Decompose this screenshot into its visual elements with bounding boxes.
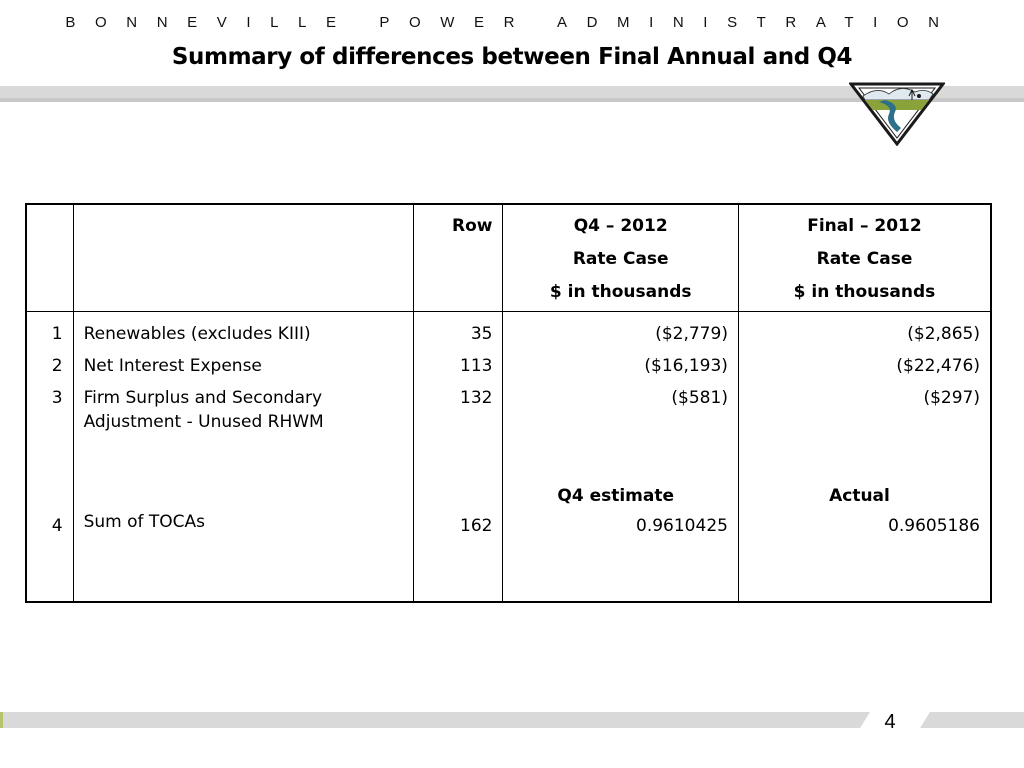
q4-estimate-label: Q4 estimate [557, 486, 675, 506]
row-3-desc: Firm Surplus and Secondary Adjustment - Unused RHWM [83, 388, 324, 432]
header-row-label: Row [451, 216, 493, 236]
page-number: 4 [884, 711, 896, 733]
row-2-q4: ($16,193) [644, 356, 728, 376]
num-column [26, 312, 73, 602]
spacer [739, 442, 980, 484]
row-1-num: 1 [51, 324, 63, 344]
header-final-line2: Rate Case [816, 249, 913, 269]
row-1-ref: 35 [470, 324, 493, 344]
row-4-num: 4 [51, 516, 63, 536]
spacer [27, 442, 63, 484]
spacer [84, 484, 414, 510]
header-q4-line1: Q4 – 2012 [573, 216, 668, 236]
row-4-desc: Sum of TOCAs [83, 512, 206, 532]
row-3-ref: 132 [460, 388, 493, 408]
row-4-q4: 0.9610425 [636, 516, 728, 536]
spacer [414, 484, 492, 514]
spacer [84, 442, 414, 484]
spacer [27, 484, 63, 514]
row-1-final: ($2,865) [907, 324, 980, 344]
header-num-cell [26, 204, 73, 312]
row-2-ref: 113 [460, 356, 493, 376]
row-2-final: ($22,476) [896, 356, 980, 376]
header-row-cell [414, 204, 503, 312]
bpa-logo [849, 82, 945, 146]
header-q4-line2: Rate Case [572, 249, 669, 269]
row-4-ref: 162 [460, 516, 493, 536]
row-2-desc: Net Interest Expense [83, 356, 262, 376]
summary-table [25, 203, 992, 603]
organization-name: BONNEVILLE POWER ADMINISTRATION [65, 14, 959, 31]
final-column [738, 312, 991, 602]
row-4-final: 0.9605186 [888, 516, 980, 536]
header-final-line1: Final – 2012 [807, 216, 922, 236]
table-header-row [26, 204, 991, 312]
row-ref-column [414, 312, 503, 602]
q4-column [503, 312, 738, 602]
spacer [414, 442, 492, 484]
row-2-num: 2 [51, 356, 63, 376]
table-body-row [26, 312, 991, 602]
row-3-num: 3 [51, 388, 63, 408]
slide-title: Summary of differences between Final Annual and Q4 [171, 44, 853, 70]
header-desc-cell [73, 204, 414, 312]
spacer [503, 442, 727, 484]
actual-label: Actual [829, 486, 890, 506]
header-final-line3: $ in thousands [793, 282, 936, 302]
header-q4-cell [503, 204, 738, 312]
description-column [73, 312, 414, 602]
row-1-q4: ($2,779) [655, 324, 728, 344]
header-q4-line3: $ in thousands [549, 282, 692, 302]
row-1-desc: Renewables (excludes KIII) [83, 324, 311, 344]
header-final-cell [738, 204, 991, 312]
row-3-final: ($297) [923, 388, 980, 408]
row-3-q4: ($581) [671, 388, 728, 408]
